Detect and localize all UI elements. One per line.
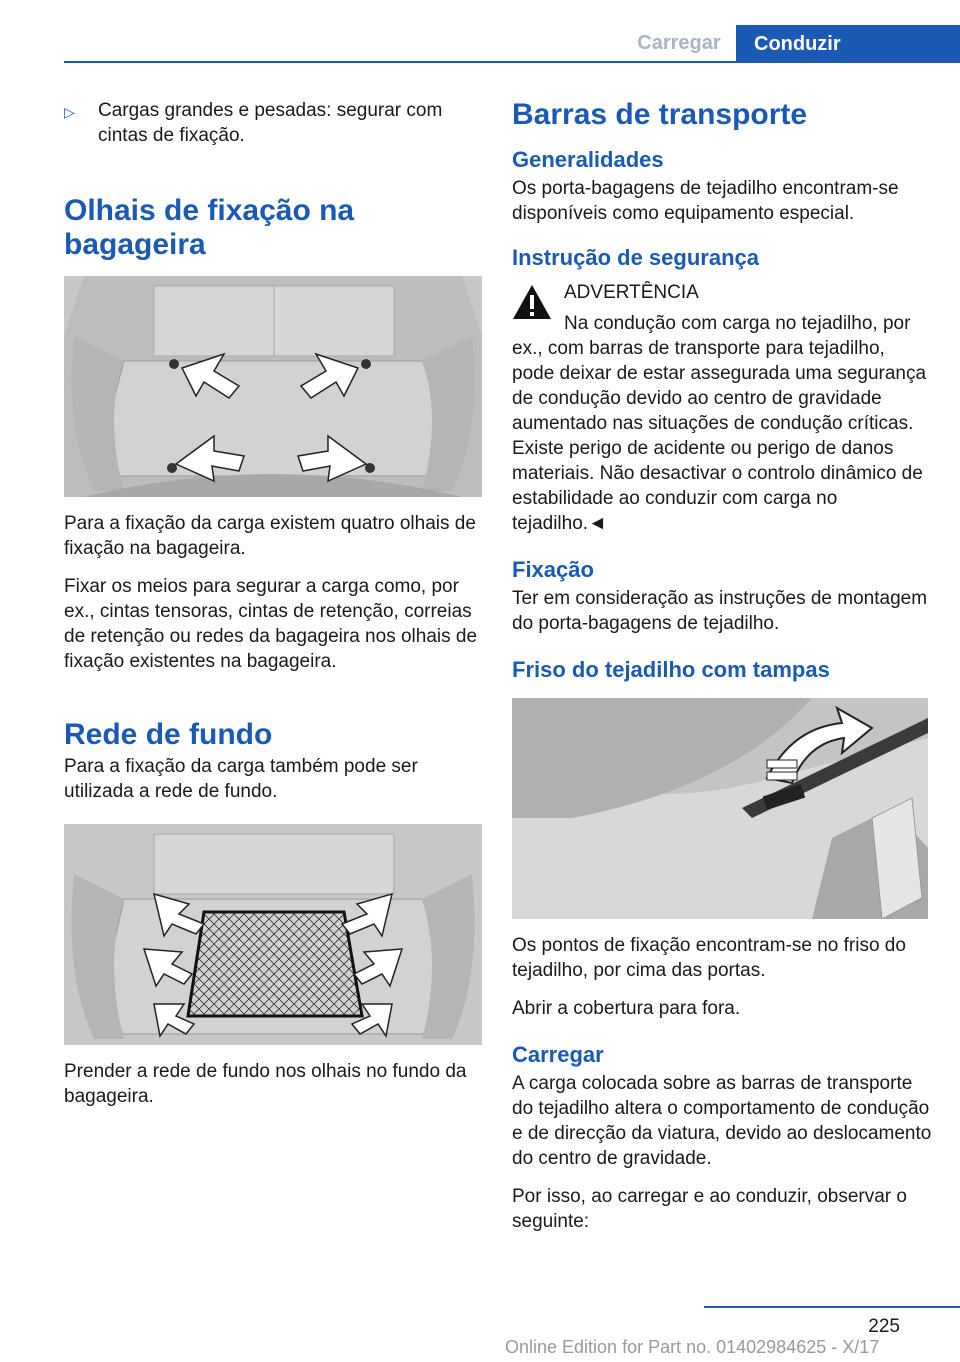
heading-seguranca: Instrução de segurança	[512, 245, 759, 270]
heading-olhais: Olhais de fixação na bagageira	[64, 194, 355, 261]
header-divider	[64, 61, 960, 63]
paragraph-fixacao: Ter em consideração as instruções de montagem do porta-bagagens de tejadilho.	[512, 588, 928, 634]
heading-fixacao: Fixação	[512, 557, 594, 582]
bullet-text: Cargas grandes e pesadas: segurar com cintas de fixação.	[98, 100, 443, 146]
paragraph-olhais-1: Para a fixação da carga existem quatro olhais de fixação na bagageira.	[64, 513, 476, 559]
figure-trunk-anchors	[64, 276, 482, 497]
right-column	[512, 98, 932, 1247]
header-tab-carregar[interactable]: Carregar	[637, 31, 721, 54]
paragraph-generalidades: Os porta-bagagens de tejadilho encontram-se disponíveis como equipamento especial.	[512, 178, 899, 224]
paragraph-carregar-2: Por isso, ao carregar e ao conduzir, observar o seguinte:	[512, 1186, 907, 1232]
paragraph-rede-2: Prender a rede de fundo nos olhais no fundo da bagageira.	[64, 1061, 467, 1107]
bullet-item	[64, 98, 482, 148]
heading-rede: Rede de fundo	[64, 718, 273, 751]
paragraph-carregar-1: A carga colocada sobre as barras de transporte do tejadilho altera o comportamento de condução e de direcção da viatura, devido ao deslocamento do centro de gravidade.	[512, 1073, 932, 1169]
paragraph-olhais-2: Fixar os meios para segurar a carga como, por ex., cintas tensoras, cintas de retenção, correias de retenção ou redes da bagageira nos olhais de fixação existentes na bagageira.	[64, 576, 478, 672]
header-tab-conduzir[interactable]: Conduzir	[736, 25, 960, 63]
paragraph-friso-1: Os pontos de fixação encontram-se no friso do tejadilho, por cima das portas.	[512, 935, 906, 981]
paragraph-friso-2: Abrir a cobertura para fora.	[512, 998, 741, 1019]
heading-generalidades: Generalidades	[512, 147, 664, 172]
warning-text: Na condução com carga no tejadilho, por ex., com barras de transporte para tejadilho, pode deixar de estar assegurada uma segurança de condução devido ao centro de gravidade aumentado nas situações de condução críticas. Existe perigo de acidente ou perigo de danos materiais. Não desactivar o controlo dinâmico de estabilidade ao conduzir com carga no tejadilho.◄	[512, 313, 927, 534]
footer-edition: Online Edition for Part no. 01402984625 - X/17	[505, 1337, 880, 1357]
page-number: 225	[868, 1316, 900, 1337]
left-column	[64, 98, 482, 1122]
heading-barras: Barras de transporte	[512, 98, 808, 131]
warning-box	[512, 280, 932, 305]
paragraph-rede-1: Para a fixação da carga também pode ser utilizada a rede de fundo.	[64, 756, 418, 802]
warning-triangle-icon	[512, 284, 552, 320]
footer-divider	[704, 1306, 960, 1308]
warning-title: ADVERTÊNCIA	[564, 282, 699, 303]
figure-roof-rail	[512, 698, 928, 919]
heading-carregar: Carregar	[512, 1042, 604, 1067]
figure-floor-net	[64, 824, 482, 1045]
triangle-right-icon: ▷	[64, 104, 75, 120]
heading-friso: Friso do tejadilho com tampas	[512, 657, 830, 682]
